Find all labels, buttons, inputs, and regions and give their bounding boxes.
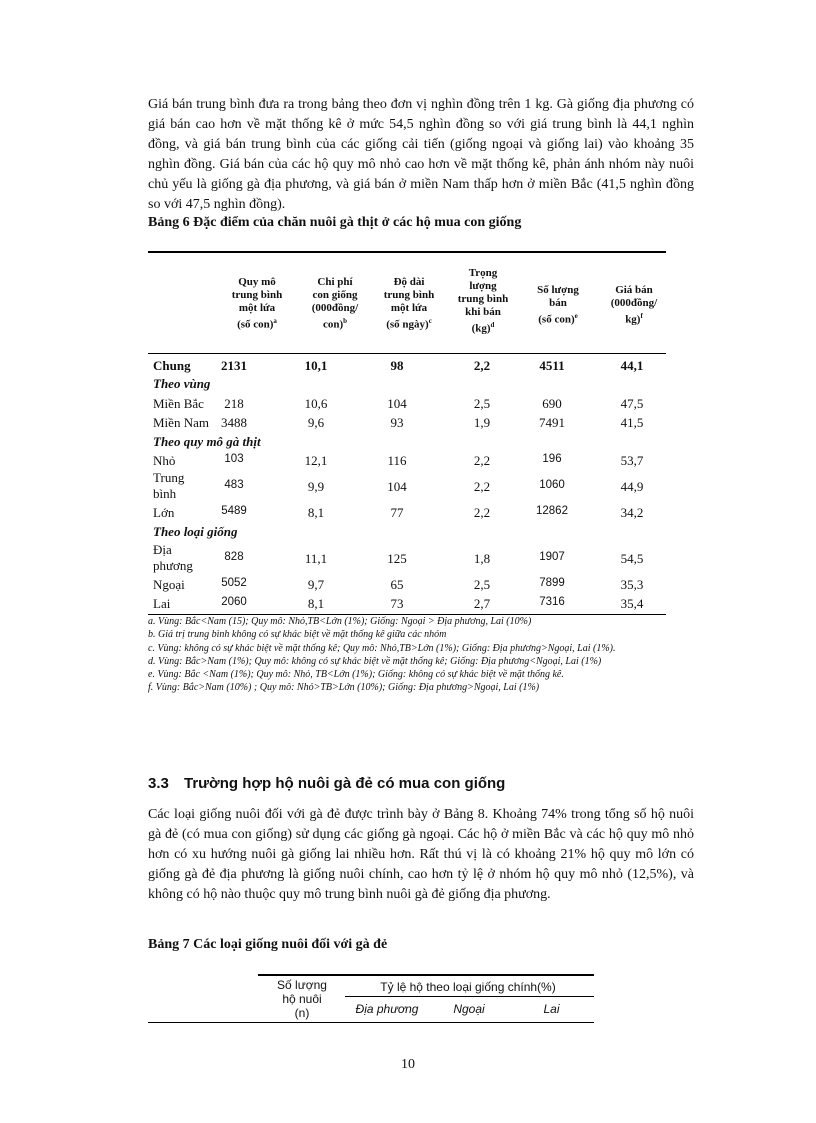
note-b: b. Giá trị trung bình không có sự khác biệt về mặt thống kê giữa các nhóm <box>148 629 447 641</box>
section-heading <box>148 775 505 792</box>
cell: 8,1 <box>307 596 325 611</box>
table6-notes <box>148 615 700 695</box>
cell: 196 <box>542 453 562 465</box>
intro-paragraph: Giá bán trung bình đưa ra trong bảng theo đơn vị nghìn đồng trên 1 kg. Gà giống địa phương có giá bán cao hơn về mặt thống kê ở mức 54,5 nghìn đồng so với giá trung bình là 44,1 nghìn đồng, và giá bán trung bình của các giống cải tiến (giống ngoại và giống lai) vào khoảng 35 nghìn đồng. Giá bán của các hộ quy mô nhỏ cao hơn về mặt thống kê, phản ánh nhóm này nuôi chủ yếu là giống gà địa phương, và giá bán ở miền Nam thấp hơn ở miền Bắc (41,5 nghìn đồng so với 47,5 nghìn đồng). <box>148 97 694 212</box>
cell: 7899 <box>539 577 565 589</box>
cell: 7491 <box>539 415 565 430</box>
table7-caption: Bảng 7 Các loại giống nuôi đối với gà đẻ <box>148 937 388 952</box>
cell: 218 <box>224 396 244 411</box>
cell: 2,2 <box>473 453 491 468</box>
cell: 1907 <box>539 551 565 563</box>
cell: 12862 <box>536 505 568 517</box>
cell: 7316 <box>539 596 565 608</box>
row-label: Chung <box>153 358 191 373</box>
group-region: Theo vùng <box>153 376 211 391</box>
cell: 2,2 <box>473 505 491 520</box>
cell: 2,5 <box>473 577 491 592</box>
cell: 483 <box>224 479 244 491</box>
cell: 44,9 <box>620 479 644 494</box>
cell: 54,5 <box>620 551 644 566</box>
cell: 73 <box>390 596 404 611</box>
cell: 2131 <box>221 358 247 373</box>
cell: 47,5 <box>620 396 644 411</box>
cell: 93 <box>390 415 404 430</box>
row-label: Nhỏ <box>153 453 176 468</box>
cell: 35,3 <box>620 577 644 592</box>
table6-top-rule <box>148 251 666 253</box>
cell: 35,4 <box>620 596 644 611</box>
row-local-label: Địa phương <box>153 542 193 573</box>
header-sale-price: Giá bán (000đồng/ kg)$^f$ <box>610 284 658 326</box>
cell: 2,7 <box>473 596 491 611</box>
cell: 8,1 <box>307 505 325 520</box>
cell: 41,5 <box>620 415 644 430</box>
cell: 1,8 <box>473 551 491 566</box>
header-household-count: Số lượng hộ nuôi (n) <box>277 978 327 1020</box>
section-number: 3.3 <box>148 775 169 792</box>
cell: 1,9 <box>473 415 491 430</box>
cell: 828 <box>224 551 244 563</box>
cell: 1060 <box>539 479 565 491</box>
row-medium-label: Trung bình <box>153 470 185 501</box>
row-label: Ngoại <box>153 577 185 592</box>
page-number: 10 <box>401 1057 415 1072</box>
cell: 44,1 <box>620 358 644 373</box>
header-avg-scale: Quy mô trung bình một lứa (số con)$^a$ <box>231 276 283 331</box>
cell: 4511 <box>539 358 565 373</box>
cell: 5489 <box>221 505 247 517</box>
table6-header-rule <box>148 353 666 354</box>
section-title: Trường hợp hộ nuôi gà đẻ có mua con giống <box>184 775 506 792</box>
note-a: a. Vùng: Bắc<Nam (15); Quy mô: Nhỏ,TB<Lớn (1%); Giống: Ngoại > Địa phương, Lai (10%) <box>148 616 532 627</box>
row-label: Lai <box>153 596 171 611</box>
table7-top-rule <box>258 974 594 976</box>
cell: 2060 <box>221 596 247 608</box>
subheader-hybrid: Lai <box>543 1002 560 1016</box>
cell: 3488 <box>221 415 247 430</box>
header-quantity-sold: Số lượng bán (số con)$^e$ <box>537 284 579 326</box>
cell: 2,2 <box>473 358 491 373</box>
cell: 53,7 <box>620 453 644 468</box>
cell: 103 <box>224 453 244 465</box>
note-e: e. Vùng: Bắc <Nam (1%); Quy mô: Nhỏ, TB<Lớn (1%); Giống: không có sự khác biệt về mặt thống kê. <box>148 669 564 681</box>
cell: 12,1 <box>304 453 328 468</box>
section-paragraph: Các loại giống nuôi đối với gà đẻ được trình bày ở Bảng 8. Khoảng 74% trong tổng số hộ nuôi gà đẻ (có mua con giống) sử dụng các giống gà ngoại. Các hộ ở miền Bắc và các hộ quy mô nhỏ hơn có xu hướng nuôi gà giống lai nhiều hơn. Rất thú vị là có khoảng 21% hộ quy mô lớn có giống gà đẻ địa phương là giống nuôi chính, cao hơn tỷ lệ ở nhóm hộ quy mô nhỏ (12,5%), và không có hộ nào thuộc quy mô trung bình nuôi gà đẻ giống địa phương. <box>148 807 694 902</box>
cell: 104 <box>387 396 407 411</box>
cell: 116 <box>387 453 407 468</box>
cell: 2,2 <box>473 479 491 494</box>
table7-sub-rule <box>345 996 594 997</box>
row-label: Miền Bắc <box>153 396 204 411</box>
cell: 34,2 <box>620 505 644 520</box>
cell: 11,1 <box>304 551 328 566</box>
table7-header-rule <box>148 1022 594 1023</box>
cell: 10,1 <box>304 358 328 373</box>
header-avg-weight: Trọng lượng trung bình khi bán (kg)$^d$ <box>457 267 509 335</box>
cell: 77 <box>390 505 404 520</box>
header-seed-cost: Chi phí con giống (000đồng/ con)$^b$ <box>311 276 359 331</box>
note-c: c. Vùng: không có sự khác biệt về mặt thống kê; Quy mô: Nhỏ,TB>Lớn (1%); Giống: Địa phương>Ngoại, Lai (1%). <box>148 642 616 654</box>
note-f: f. Vùng: Bắc>Nam (10%) ; Quy mô: Nhỏ>TB>Lớn (10%); Giống: Địa phương>Ngoại, Lai (1%) <box>148 682 540 694</box>
cell: 65 <box>390 577 404 592</box>
subheader-exotic: Ngoại <box>453 1002 485 1016</box>
cell: 10,6 <box>304 396 328 411</box>
cell: 9,7 <box>307 577 325 592</box>
group-breed: Theo loại giống <box>153 524 238 539</box>
cell: 690 <box>542 396 562 411</box>
cell: 9,6 <box>307 415 325 430</box>
group-scale: Theo quy mô gà thịt <box>153 434 261 449</box>
cell: 125 <box>387 551 407 566</box>
cell: 2,5 <box>473 396 491 411</box>
cell: 104 <box>387 479 407 494</box>
subheader-local: Địa phương <box>355 1002 419 1016</box>
cell: 98 <box>390 358 404 373</box>
table6-caption: Bảng 6 Đặc điểm của chăn nuôi gà thịt ở các hộ mua con giống <box>148 215 522 230</box>
header-breed-share: Tỷ lệ hộ theo loại giống chính(%) <box>380 980 556 994</box>
cell: 9,9 <box>307 479 325 494</box>
cell: 5052 <box>221 577 247 589</box>
row-label: Lớn <box>153 505 175 520</box>
header-batch-length: Độ dài trung bình một lứa (số ngày)$^c$ <box>383 276 435 331</box>
note-d: d. Vùng: Bắc>Nam (1%); Quy mô: không có sự khác biệt về mặt thống kê; Giống: Địa phương<Ngoại, Lai (1%) <box>148 655 602 667</box>
row-label: Miền Nam <box>153 415 209 430</box>
